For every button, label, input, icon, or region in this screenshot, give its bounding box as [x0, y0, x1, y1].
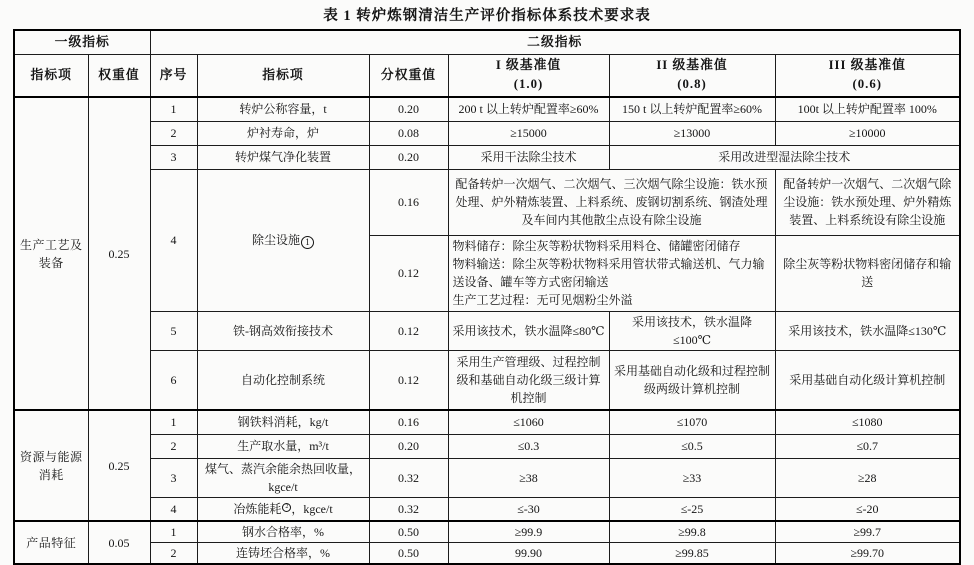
- cell-no: 4: [150, 169, 197, 311]
- cell-item: 转炉煤气净化装置: [197, 145, 369, 169]
- cell-item: 连铸坯合格率，%: [197, 543, 369, 565]
- cell-grade3: ≤0.7: [775, 434, 960, 458]
- cell-item: 铁-钢高效衔接技术: [197, 311, 369, 350]
- cell-sub-weight: 0.12: [369, 350, 448, 410]
- cell-item: 炉衬寿命，炉: [197, 121, 369, 145]
- cell-no: 1: [150, 410, 197, 434]
- material-storage-line: 物料储存：除尘灰等粉状物料采用料仓、储罐密闭储存: [452, 238, 741, 253]
- footnote-2-marker: 2: [282, 503, 291, 512]
- cell-no: 2: [150, 434, 197, 458]
- cell-grade3: ≥99.70: [775, 543, 960, 565]
- table-row: [14, 458, 960, 497]
- cell-grade1: ≥99.9: [448, 521, 609, 543]
- header-grade2: [609, 54, 775, 97]
- table-row: [14, 410, 960, 434]
- material-transport-line: 物料输送：除尘灰等粉状物料采用管状带式输送机、气力输送设备、罐车等方式密闭输送: [452, 256, 765, 290]
- cell-grade2: ≥99.8: [609, 521, 775, 543]
- cell-item: 转炉公称容量，t: [197, 97, 369, 121]
- cell-grade2: ≤0.5: [609, 434, 775, 458]
- cell-grade1-2-merged: [448, 235, 775, 311]
- cell-no: 1: [150, 521, 197, 543]
- section2-weight: 0.25: [88, 410, 150, 521]
- cell-item: [197, 169, 369, 311]
- cell-sub-weight: 0.20: [369, 145, 448, 169]
- section3-weight: 0.05: [88, 521, 150, 564]
- header-sub-weight: 分权重值: [369, 54, 448, 97]
- cell-sub-weight: 0.16: [369, 169, 448, 235]
- process-line: 生产工艺过程：无可见烟粉尘外溢: [452, 293, 633, 308]
- cell-grade2: ≥99.85: [609, 543, 775, 565]
- cell-item: 钢铁料消耗，kg/t: [197, 410, 369, 434]
- section3-name: 产品特征: [14, 521, 88, 564]
- cell-grade2: ≤1070: [609, 410, 775, 434]
- cell-sub-weight: 0.20: [369, 97, 448, 121]
- cell-sub-weight: 0.12: [369, 235, 448, 311]
- table-row: [14, 97, 960, 121]
- header-item2: 指标项: [197, 54, 369, 97]
- cell-item: 煤气、蒸汽余能余热回收量，kgce/t: [197, 458, 369, 497]
- table-title: 表 1 转炉炼钢清洁生产评价指标体系技术要求表: [323, 8, 651, 24]
- cell-sub-weight: 0.50: [369, 521, 448, 543]
- cell-item: 钢水合格率，%: [197, 521, 369, 543]
- header-grade3-value: (0.6): [852, 77, 883, 92]
- header-grade1: [448, 54, 609, 97]
- cell-grade1: ≤-30: [448, 497, 609, 521]
- cell-grade3: ≤-20: [775, 497, 960, 521]
- cell-grade1: ≥15000: [448, 121, 609, 145]
- cell-grade1: 采用生产管理级、过程控制级和基础自动化级三级计算机控制: [448, 350, 609, 410]
- cell-no: 2: [150, 543, 197, 565]
- cell-grade3: 采用该技术，铁水温降≤130℃: [775, 311, 960, 350]
- header-grade1-value: (1.0): [513, 77, 544, 92]
- cell-grade3: 100t 以上转炉配置率 100%: [775, 97, 960, 121]
- section1-weight: 0.25: [88, 97, 150, 410]
- table-row: [14, 543, 960, 565]
- cell-grade1: 200 t 以上转炉配置率≥60%: [448, 97, 609, 121]
- cell-no: 1: [150, 97, 197, 121]
- cell-grade1: 采用该技术，铁水温降≤80℃: [448, 311, 609, 350]
- header-grade3-label: III 级基准值: [828, 57, 906, 72]
- cell-grade2: 采用基础自动化级和过程控制级两级计算机控制: [609, 350, 775, 410]
- table-row: [14, 169, 960, 235]
- cell-grade1: ≤1060: [448, 410, 609, 434]
- header-level2-indicator: 二级指标: [150, 30, 960, 54]
- header-item: 指标项: [14, 54, 88, 97]
- header-grade2-label: II 级基准值: [656, 57, 728, 72]
- cell-item: [197, 497, 369, 521]
- cell-item: 生产取水量，m³/t: [197, 434, 369, 458]
- table-row: [14, 497, 960, 521]
- cell-grade2: ≥33: [609, 458, 775, 497]
- cell-no: 4: [150, 497, 197, 521]
- cell-grade3: 配备转炉一次烟气、二次烟气除尘设施：铁水预处理、炉外精炼装置、上料系统设有除尘设施: [775, 169, 960, 235]
- header-grade1-label: I 级基准值: [495, 57, 562, 72]
- cell-grade2: ≤-25: [609, 497, 775, 521]
- cell-grade1: 采用干法除尘技术: [448, 145, 609, 169]
- cell-grade1: ≥38: [448, 458, 609, 497]
- cell-sub-weight: 0.32: [369, 497, 448, 521]
- cell-grade2: 采用该技术，铁水温降≤100℃: [609, 311, 775, 350]
- cell-sub-weight: 0.20: [369, 434, 448, 458]
- header-grade3: [775, 54, 960, 97]
- header-level1-indicator: 一级指标: [14, 30, 150, 54]
- cell-grade3: ≥99.7: [775, 521, 960, 543]
- table-row: [14, 145, 960, 169]
- cell-item-unit: ，kgce/t: [291, 501, 333, 516]
- table-row: [14, 521, 960, 543]
- table-row: [14, 311, 960, 350]
- cell-grade3: ≥28: [775, 458, 960, 497]
- cell-grade2: 150 t 以上转炉配置率≥60%: [609, 97, 775, 121]
- cell-grade1: 99.90: [448, 543, 609, 565]
- cell-no: 2: [150, 121, 197, 145]
- table-row: [14, 434, 960, 458]
- table-row: [14, 121, 960, 145]
- cell-item-text: 除尘设施: [251, 233, 300, 248]
- cell-no: 5: [150, 311, 197, 350]
- cell-no: 3: [150, 145, 197, 169]
- cell-grade1: ≤0.3: [448, 434, 609, 458]
- cell-sub-weight: 0.16: [369, 410, 448, 434]
- header-weight: 权重值: [88, 54, 150, 97]
- table-row: [14, 350, 960, 410]
- section2-name: 资源与能源消耗: [14, 410, 88, 521]
- cell-grade3: 除尘灰等粉状物料密闭储存和输送: [775, 235, 960, 311]
- cell-no: 6: [150, 350, 197, 410]
- indicator-requirements-table: [13, 29, 961, 565]
- footnote-1-marker: 1: [301, 236, 314, 249]
- cell-grade2-3-merged: 采用改进型湿法除尘技术: [609, 145, 960, 169]
- cell-grade3: 采用基础自动化级计算机控制: [775, 350, 960, 410]
- cell-item: 自动化控制系统: [197, 350, 369, 410]
- header-no: 序号: [150, 54, 197, 97]
- cell-sub-weight: 0.08: [369, 121, 448, 145]
- cell-no: 3: [150, 458, 197, 497]
- cell-grade2: ≥13000: [609, 121, 775, 145]
- cell-grade3: ≥10000: [775, 121, 960, 145]
- cell-sub-weight: 0.32: [369, 458, 448, 497]
- cell-sub-weight: 0.50: [369, 543, 448, 565]
- cell-item-text: 冶炼能耗: [233, 501, 282, 516]
- cell-sub-weight: 0.12: [369, 311, 448, 350]
- cell-grade3: ≤1080: [775, 410, 960, 434]
- cell-grade1-2-merged: 配备转炉一次烟气、二次烟气、三次烟气除尘设施：铁水预处理、炉外精炼装置、上料系统、废钢切割系统、钢渣处理及车间内其他散尘点设有除尘设施: [448, 169, 775, 235]
- section1-name: 生产工艺及装备: [14, 97, 88, 410]
- header-grade2-value: (0.8): [677, 77, 707, 92]
